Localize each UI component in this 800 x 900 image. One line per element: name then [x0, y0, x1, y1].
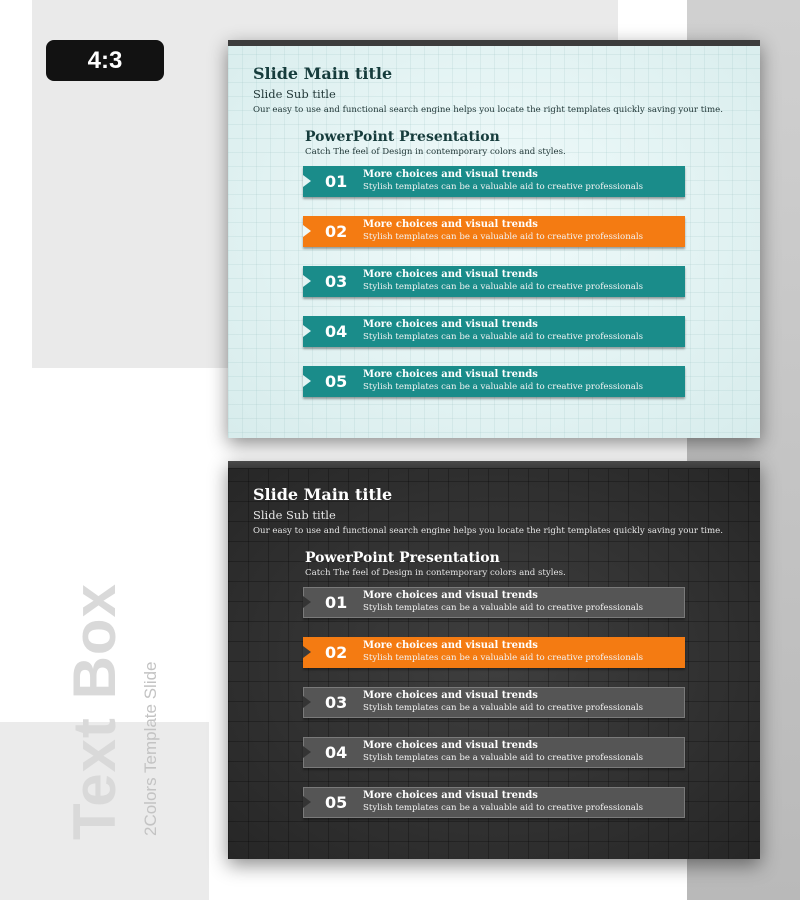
item-text: Stylish templates can be a valuable aid to creative professionals	[363, 653, 644, 663]
list-item	[303, 737, 685, 768]
item-heading: More choices and visual trends	[363, 590, 538, 601]
item-number: 05	[325, 372, 348, 391]
item-heading: More choices and visual trends	[363, 740, 538, 751]
slide-description: Our easy to use and functional search engine helps you locate the right templates quickly saving your time.	[253, 105, 723, 115]
list-item-highlighted	[303, 637, 685, 668]
presentation-title: PowerPoint Presentation	[305, 129, 500, 145]
item-heading: More choices and visual trends	[363, 219, 538, 230]
presentation-title: PowerPoint Presentation	[305, 550, 500, 566]
item-heading: More choices and visual trends	[363, 369, 538, 380]
item-number: 02	[325, 643, 348, 662]
slide-header-strip	[228, 461, 760, 469]
item-text: Stylish templates can be a valuable aid to creative professionals	[363, 703, 644, 713]
item-heading: More choices and visual trends	[363, 640, 538, 651]
item-number: 04	[325, 743, 348, 762]
list-item	[303, 587, 685, 618]
list-item	[303, 366, 685, 397]
presentation-subtitle: Catch The feel of Design in contemporary colors and styles.	[305, 568, 566, 578]
slide-preview-light	[228, 40, 760, 438]
item-text: Stylish templates can be a valuable aid to creative professionals	[363, 332, 644, 342]
list-item	[303, 316, 685, 347]
item-heading: More choices and visual trends	[363, 169, 538, 180]
item-text: Stylish templates can be a valuable aid to creative professionals	[363, 232, 644, 242]
slide-sub-title: Slide Sub title	[253, 87, 336, 101]
item-heading: More choices and visual trends	[363, 319, 538, 330]
aspect-ratio-badge: 4:3	[46, 40, 164, 81]
list-item	[303, 787, 685, 818]
item-number: 03	[325, 693, 348, 712]
slide-description: Our easy to use and functional search engine helps you locate the right templates quickly saving your time.	[253, 526, 723, 536]
item-text: Stylish templates can be a valuable aid to creative professionals	[363, 603, 644, 613]
item-number: 03	[325, 272, 348, 291]
item-text: Stylish templates can be a valuable aid to creative professionals	[363, 803, 644, 813]
item-text: Stylish templates can be a valuable aid to creative professionals	[363, 753, 644, 763]
item-number: 01	[325, 593, 348, 612]
item-text: Stylish templates can be a valuable aid to creative professionals	[363, 182, 644, 192]
item-heading: More choices and visual trends	[363, 269, 538, 280]
item-number: 01	[325, 172, 348, 191]
item-number: 05	[325, 793, 348, 812]
presentation-subtitle: Catch The feel of Design in contemporary colors and styles.	[305, 147, 566, 157]
list-item	[303, 687, 685, 718]
slide-main-title: Slide Main title	[253, 64, 393, 83]
slide-sub-title: Slide Sub title	[253, 508, 336, 522]
item-number: 04	[325, 322, 348, 341]
list-item-highlighted	[303, 216, 685, 247]
side-subtitle: 2Colors Template Slide	[141, 661, 160, 836]
list-item	[303, 266, 685, 297]
item-text: Stylish templates can be a valuable aid to creative professionals	[363, 382, 644, 392]
item-heading: More choices and visual trends	[363, 790, 538, 801]
item-list	[303, 587, 685, 837]
item-number: 02	[325, 222, 348, 241]
item-list	[303, 166, 685, 416]
list-item	[303, 166, 685, 197]
item-text: Stylish templates can be a valuable aid to creative professionals	[363, 282, 644, 292]
slide-preview-dark	[228, 461, 760, 859]
slide-main-title: Slide Main title	[253, 485, 393, 504]
slide-header-strip	[228, 40, 760, 46]
side-title: Text Box	[61, 583, 128, 840]
item-heading: More choices and visual trends	[363, 690, 538, 701]
